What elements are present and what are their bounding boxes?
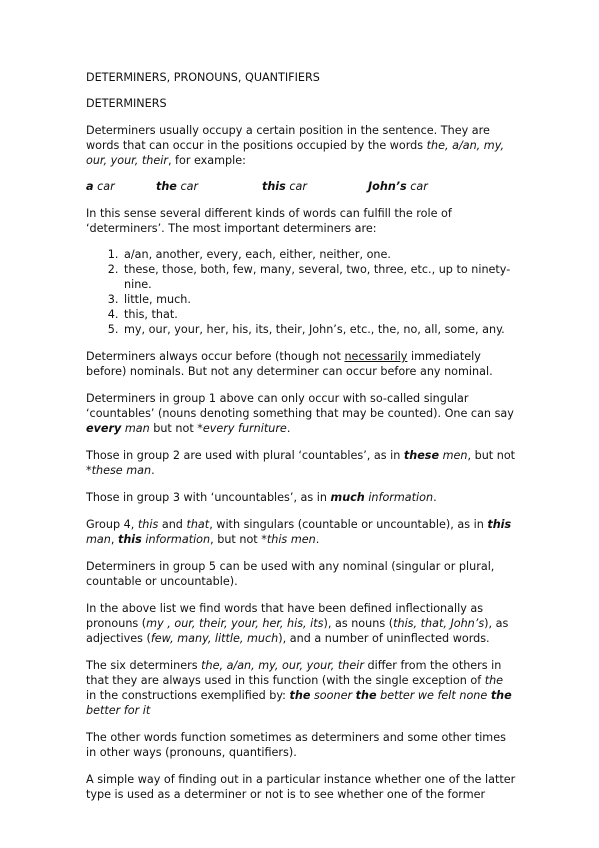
document-title: DETERMINERS, PRONOUNS, QUANTIFIERS — [86, 71, 320, 84]
section-heading: DETERMINERS — [86, 97, 167, 110]
group4-paragraph: Group 4, this and that, with singulars (countable or uncountable), as in this man, this information, but not *this men. — [86, 518, 512, 546]
example-item: the car — [156, 180, 199, 193]
list-item: 4. this, that. — [122, 307, 516, 322]
determiner-groups-list — [86, 247, 516, 337]
six-determiners-paragraph: The six determiners the, a/an, my, our, your, their differ from the others in that they are always used in this function (with the single exception of the in the constructions exemplified by: the sooner the better we felt none the better for it — [86, 659, 512, 717]
list-item: 5. my, our, your, her, his, its, their, John’s, etc., the, no, all, some, any. — [122, 322, 516, 337]
list-analysis-paragraph: In the above list we find words that have been defined inflectionally as pronouns (my , our, their, your, her, his, its), as nouns (this, that, John’s), as adjectives (few, many, little, much), and a number of uninflected words. — [86, 602, 509, 645]
intro-paragraph: Determiners usually occupy a certain position in the sentence. They are words that can occur in the positions occupied by the words the, a/an, my, our, your, their, for example: — [86, 124, 505, 167]
document-page — [86, 70, 516, 802]
group2-paragraph: Those in group 2 are used with plural ‘countables’, as in these men, but not *these man. — [86, 449, 516, 477]
simple-way-paragraph: A simple way of finding out in a particular instance whether one of the latter type is used as a determiner or not is to see whether one of the former — [86, 773, 516, 801]
group3-paragraph: Those in group 3 with ‘uncountables’, as in much information. — [86, 491, 437, 504]
always-paragraph: Determiners always occur before (though not necessarily immediately before) nominals. But not any determiner can occur before any nominal. — [86, 350, 493, 378]
example-row — [86, 179, 516, 194]
other-words-paragraph: The other words function sometimes as determiners and some other times in other ways (pronouns, quantifiers). — [86, 731, 506, 759]
list-item: 1. a/an, another, every, each, either, neither, one. — [122, 247, 516, 262]
group5-paragraph: Determiners in group 5 can be used with any nominal (singular or plural, countable or uncountable). — [86, 560, 495, 588]
list-item: 2. these, those, both, few, many, several, two, three, etc., up to ninety-nine. — [122, 262, 516, 292]
example-item: John’s car — [368, 180, 428, 193]
sense-paragraph: In this sense several different kinds of words can fulfill the role of ‘determiners’. The most important determiners are: — [86, 207, 452, 235]
group1-paragraph: Determiners in group 1 above can only occur with so-called singular ‘countables’ (nouns denoting something that may be counted). One can say every man but not *every furniture. — [86, 392, 514, 435]
example-item: this car — [262, 180, 307, 193]
list-item: 3. little, much. — [122, 292, 516, 307]
example-item: a car — [86, 180, 115, 193]
